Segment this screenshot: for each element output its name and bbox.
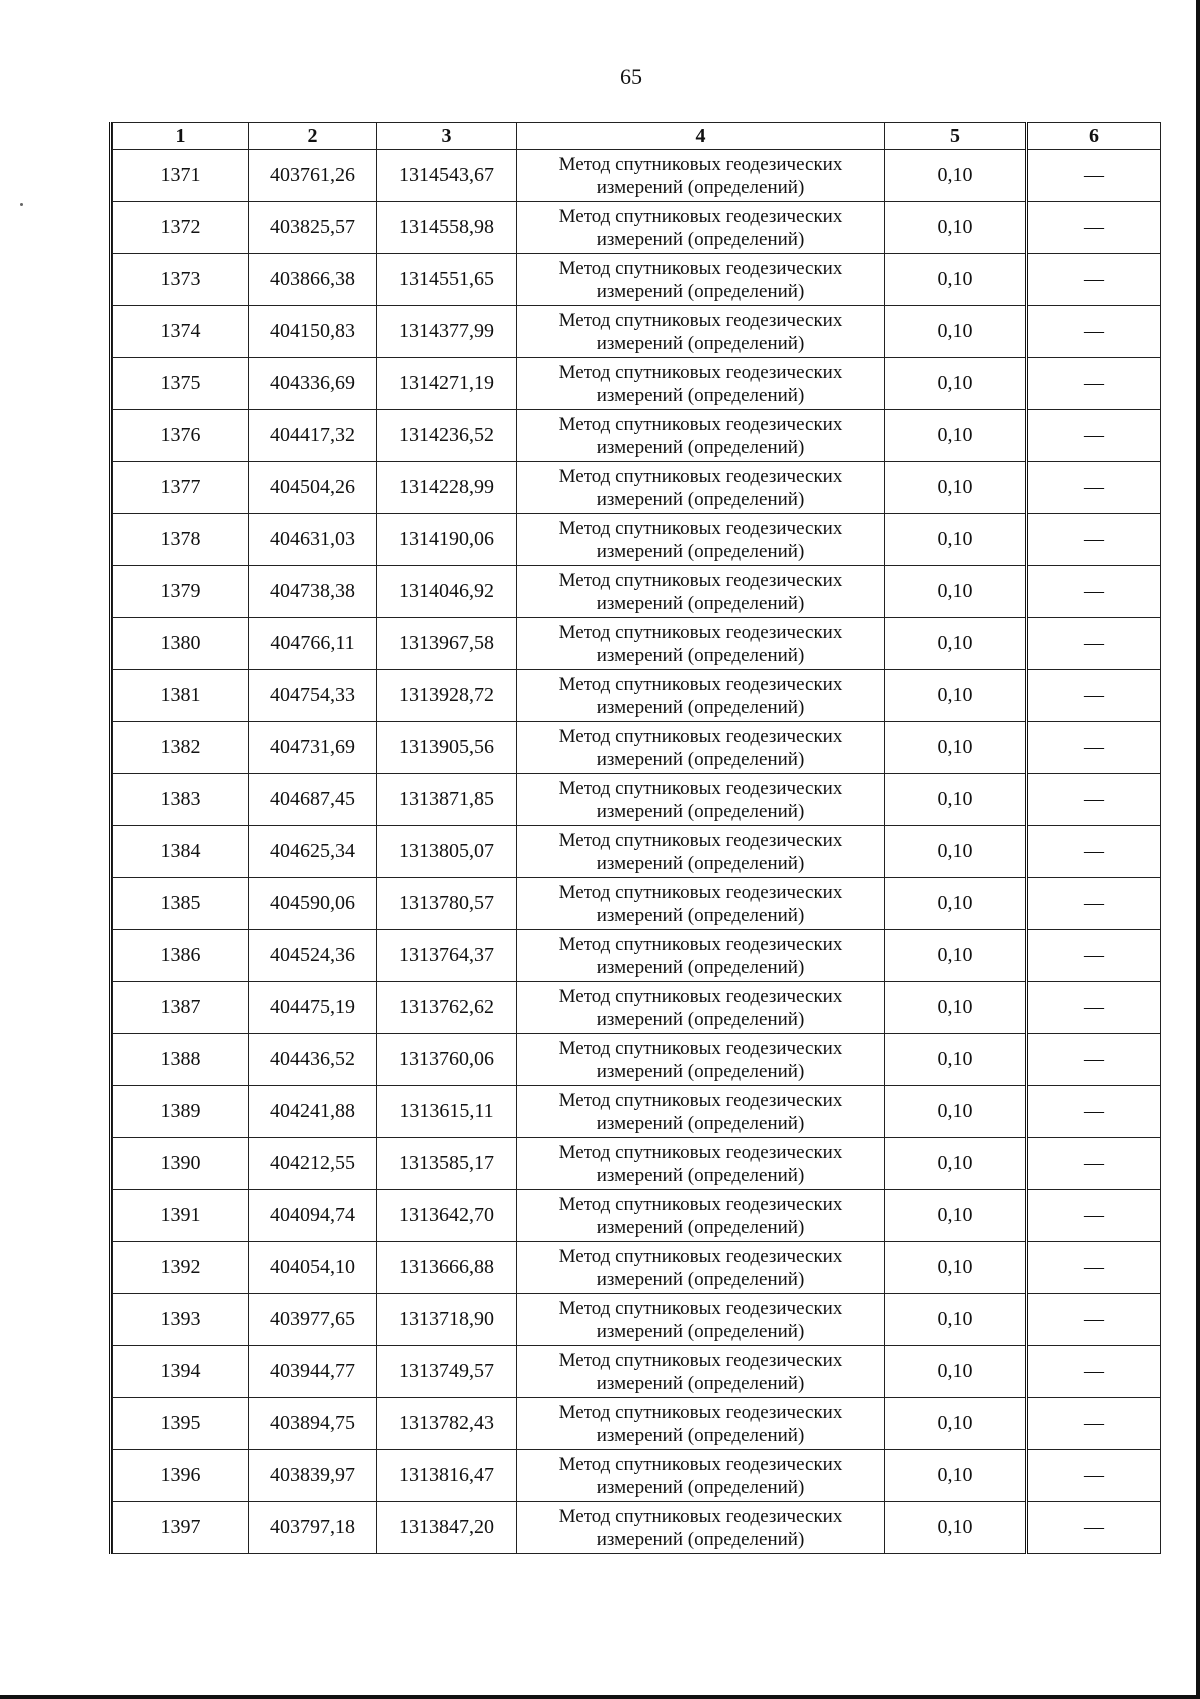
x-coordinate-cell: 403797,18	[249, 1502, 377, 1554]
y-coordinate-cell: 1313816,47	[377, 1450, 517, 1502]
y-coordinate-cell: 1314271,19	[377, 358, 517, 410]
point-number-cell: 1386	[113, 930, 249, 982]
method-cell: Метод спутниковых геодезических измерений (определений)	[517, 358, 885, 410]
table-row	[113, 462, 1161, 514]
y-coordinate-cell: 1314543,67	[377, 150, 517, 202]
table-row	[113, 1034, 1161, 1086]
method-cell: Метод спутниковых геодезических измерений (определений)	[517, 618, 885, 670]
accuracy-cell: 0,10	[885, 826, 1027, 878]
table-row	[113, 878, 1161, 930]
method-cell: Метод спутниковых геодезических измерений (определений)	[517, 1294, 885, 1346]
x-coordinate-cell: 404631,03	[249, 514, 377, 566]
table-row	[113, 1190, 1161, 1242]
y-coordinate-cell: 1314377,99	[377, 306, 517, 358]
accuracy-cell: 0,10	[885, 1034, 1027, 1086]
note-cell: —	[1027, 722, 1161, 774]
note-cell: —	[1027, 1502, 1161, 1554]
x-coordinate-cell: 404504,26	[249, 462, 377, 514]
table-row	[113, 722, 1161, 774]
method-cell: Метод спутниковых геодезических измерений (определений)	[517, 774, 885, 826]
point-number-cell: 1372	[113, 202, 249, 254]
method-cell: Метод спутниковых геодезических измерений (определений)	[517, 982, 885, 1034]
accuracy-cell: 0,10	[885, 150, 1027, 202]
point-number-cell: 1390	[113, 1138, 249, 1190]
header-col-6: 6	[1027, 123, 1161, 150]
point-number-cell: 1395	[113, 1398, 249, 1450]
y-coordinate-cell: 1313718,90	[377, 1294, 517, 1346]
table-row	[113, 1086, 1161, 1138]
note-cell: —	[1027, 1450, 1161, 1502]
note-cell: —	[1027, 358, 1161, 410]
header-col-1: 1	[113, 123, 249, 150]
x-coordinate-cell: 404336,69	[249, 358, 377, 410]
point-number-cell: 1397	[113, 1502, 249, 1554]
y-coordinate-cell: 1313764,37	[377, 930, 517, 982]
method-cell: Метод спутниковых геодезических измерений (определений)	[517, 306, 885, 358]
y-coordinate-cell: 1314046,92	[377, 566, 517, 618]
point-number-cell: 1381	[113, 670, 249, 722]
x-coordinate-cell: 404150,83	[249, 306, 377, 358]
point-number-cell: 1392	[113, 1242, 249, 1294]
note-cell: —	[1027, 1138, 1161, 1190]
accuracy-cell: 0,10	[885, 306, 1027, 358]
point-number-cell: 1379	[113, 566, 249, 618]
point-number-cell: 1391	[113, 1190, 249, 1242]
method-cell: Метод спутниковых геодезических измерений (определений)	[517, 1450, 885, 1502]
y-coordinate-cell: 1313782,43	[377, 1398, 517, 1450]
table-row	[113, 202, 1161, 254]
accuracy-cell: 0,10	[885, 1294, 1027, 1346]
table-row	[113, 1346, 1161, 1398]
method-cell: Метод спутниковых геодезических измерений (определений)	[517, 566, 885, 618]
x-coordinate-cell: 404241,88	[249, 1086, 377, 1138]
y-coordinate-cell: 1314236,52	[377, 410, 517, 462]
note-cell: —	[1027, 514, 1161, 566]
note-cell: —	[1027, 1242, 1161, 1294]
accuracy-cell: 0,10	[885, 774, 1027, 826]
table-row	[113, 566, 1161, 618]
page-edge-bottom	[0, 1695, 1200, 1699]
x-coordinate-cell: 403894,75	[249, 1398, 377, 1450]
x-coordinate-cell: 403839,97	[249, 1450, 377, 1502]
note-cell: —	[1027, 306, 1161, 358]
method-cell: Метод спутниковых геодезических измерений (определений)	[517, 826, 885, 878]
y-coordinate-cell: 1313749,57	[377, 1346, 517, 1398]
page-edge-right	[1196, 0, 1200, 1699]
note-cell: —	[1027, 1034, 1161, 1086]
table-row	[113, 1138, 1161, 1190]
x-coordinate-cell: 404417,32	[249, 410, 377, 462]
table-row	[113, 670, 1161, 722]
table-row	[113, 150, 1161, 202]
table-row	[113, 358, 1161, 410]
table-header-row	[113, 123, 1161, 150]
accuracy-cell: 0,10	[885, 1450, 1027, 1502]
method-cell: Метод спутниковых геодезических измерений (определений)	[517, 878, 885, 930]
table-row	[113, 410, 1161, 462]
x-coordinate-cell: 404687,45	[249, 774, 377, 826]
accuracy-cell: 0,10	[885, 358, 1027, 410]
accuracy-cell: 0,10	[885, 722, 1027, 774]
accuracy-cell: 0,10	[885, 982, 1027, 1034]
method-cell: Метод спутниковых геодезических измерений (определений)	[517, 514, 885, 566]
accuracy-cell: 0,10	[885, 618, 1027, 670]
accuracy-cell: 0,10	[885, 1138, 1027, 1190]
accuracy-cell: 0,10	[885, 462, 1027, 514]
method-cell: Метод спутниковых геодезических измерений (определений)	[517, 722, 885, 774]
y-coordinate-cell: 1314558,98	[377, 202, 517, 254]
method-cell: Метод спутниковых геодезических измерений (определений)	[517, 202, 885, 254]
x-coordinate-cell: 404731,69	[249, 722, 377, 774]
x-coordinate-cell: 403977,65	[249, 1294, 377, 1346]
y-coordinate-cell: 1313871,85	[377, 774, 517, 826]
method-cell: Метод спутниковых геодезических измерений (определений)	[517, 1138, 885, 1190]
note-cell: —	[1027, 1398, 1161, 1450]
x-coordinate-cell: 403761,26	[249, 150, 377, 202]
y-coordinate-cell: 1313666,88	[377, 1242, 517, 1294]
method-cell: Метод спутниковых геодезических измерений (определений)	[517, 1242, 885, 1294]
method-cell: Метод спутниковых геодезических измерений (определений)	[517, 1190, 885, 1242]
x-coordinate-cell: 404436,52	[249, 1034, 377, 1086]
note-cell: —	[1027, 1086, 1161, 1138]
x-coordinate-cell: 404524,36	[249, 930, 377, 982]
accuracy-cell: 0,10	[885, 202, 1027, 254]
accuracy-cell: 0,10	[885, 1346, 1027, 1398]
accuracy-cell: 0,10	[885, 410, 1027, 462]
y-coordinate-cell: 1314228,99	[377, 462, 517, 514]
point-number-cell: 1378	[113, 514, 249, 566]
coordinates-table-frame	[109, 122, 1160, 1554]
note-cell: —	[1027, 670, 1161, 722]
y-coordinate-cell: 1313762,62	[377, 982, 517, 1034]
point-number-cell: 1393	[113, 1294, 249, 1346]
method-cell: Метод спутниковых геодезических измерений (определений)	[517, 462, 885, 514]
table-body	[113, 150, 1161, 1554]
x-coordinate-cell: 404475,19	[249, 982, 377, 1034]
margin-speck	[20, 203, 23, 206]
point-number-cell: 1376	[113, 410, 249, 462]
point-number-cell: 1374	[113, 306, 249, 358]
method-cell: Метод спутниковых геодезических измерений (определений)	[517, 930, 885, 982]
accuracy-cell: 0,10	[885, 1242, 1027, 1294]
note-cell: —	[1027, 150, 1161, 202]
x-coordinate-cell: 403825,57	[249, 202, 377, 254]
y-coordinate-cell: 1313847,20	[377, 1502, 517, 1554]
point-number-cell: 1394	[113, 1346, 249, 1398]
x-coordinate-cell: 404212,55	[249, 1138, 377, 1190]
point-number-cell: 1388	[113, 1034, 249, 1086]
y-coordinate-cell: 1313615,11	[377, 1086, 517, 1138]
point-number-cell: 1375	[113, 358, 249, 410]
x-coordinate-cell: 404754,33	[249, 670, 377, 722]
note-cell: —	[1027, 1190, 1161, 1242]
point-number-cell: 1382	[113, 722, 249, 774]
point-number-cell: 1371	[113, 150, 249, 202]
header-col-2: 2	[249, 123, 377, 150]
method-cell: Метод спутниковых геодезических измерений (определений)	[517, 1086, 885, 1138]
note-cell: —	[1027, 982, 1161, 1034]
header-col-5: 5	[885, 123, 1027, 150]
y-coordinate-cell: 1313805,07	[377, 826, 517, 878]
table-row	[113, 1502, 1161, 1554]
table-row	[113, 306, 1161, 358]
note-cell: —	[1027, 930, 1161, 982]
note-cell: —	[1027, 826, 1161, 878]
method-cell: Метод спутниковых геодезических измерений (определений)	[517, 1398, 885, 1450]
method-cell: Метод спутниковых геодезических измерений (определений)	[517, 254, 885, 306]
accuracy-cell: 0,10	[885, 1190, 1027, 1242]
note-cell: —	[1027, 1294, 1161, 1346]
table-row	[113, 514, 1161, 566]
note-cell: —	[1027, 410, 1161, 462]
y-coordinate-cell: 1313780,57	[377, 878, 517, 930]
method-cell: Метод спутниковых геодезических измерений (определений)	[517, 410, 885, 462]
table-row	[113, 618, 1161, 670]
point-number-cell: 1380	[113, 618, 249, 670]
table-row	[113, 982, 1161, 1034]
y-coordinate-cell: 1314190,06	[377, 514, 517, 566]
method-cell: Метод спутниковых геодезических измерений (определений)	[517, 150, 885, 202]
header-col-4: 4	[517, 123, 885, 150]
y-coordinate-cell: 1313928,72	[377, 670, 517, 722]
method-cell: Метод спутниковых геодезических измерений (определений)	[517, 670, 885, 722]
x-coordinate-cell: 404094,74	[249, 1190, 377, 1242]
accuracy-cell: 0,10	[885, 566, 1027, 618]
y-coordinate-cell: 1313905,56	[377, 722, 517, 774]
table-row	[113, 254, 1161, 306]
note-cell: —	[1027, 202, 1161, 254]
x-coordinate-cell: 404738,38	[249, 566, 377, 618]
table-row	[113, 1294, 1161, 1346]
page-number: 65	[620, 64, 642, 89]
point-number-cell: 1377	[113, 462, 249, 514]
note-cell: —	[1027, 618, 1161, 670]
y-coordinate-cell: 1313642,70	[377, 1190, 517, 1242]
point-number-cell: 1373	[113, 254, 249, 306]
note-cell: —	[1027, 254, 1161, 306]
x-coordinate-cell: 404054,10	[249, 1242, 377, 1294]
accuracy-cell: 0,10	[885, 254, 1027, 306]
point-number-cell: 1387	[113, 982, 249, 1034]
x-coordinate-cell: 403866,38	[249, 254, 377, 306]
x-coordinate-cell: 404625,34	[249, 826, 377, 878]
accuracy-cell: 0,10	[885, 1502, 1027, 1554]
table-row	[113, 930, 1161, 982]
point-number-cell: 1396	[113, 1450, 249, 1502]
table-row	[113, 1450, 1161, 1502]
note-cell: —	[1027, 462, 1161, 514]
method-cell: Метод спутниковых геодезических измерений (определений)	[517, 1502, 885, 1554]
point-number-cell: 1389	[113, 1086, 249, 1138]
method-cell: Метод спутниковых геодезических измерений (определений)	[517, 1346, 885, 1398]
point-number-cell: 1385	[113, 878, 249, 930]
x-coordinate-cell: 404766,11	[249, 618, 377, 670]
point-number-cell: 1383	[113, 774, 249, 826]
accuracy-cell: 0,10	[885, 514, 1027, 566]
header-col-3: 3	[377, 123, 517, 150]
accuracy-cell: 0,10	[885, 1086, 1027, 1138]
accuracy-cell: 0,10	[885, 670, 1027, 722]
table-row	[113, 774, 1161, 826]
method-cell: Метод спутниковых геодезических измерений (определений)	[517, 1034, 885, 1086]
note-cell: —	[1027, 878, 1161, 930]
coordinates-table	[112, 122, 1161, 1554]
note-cell: —	[1027, 774, 1161, 826]
x-coordinate-cell: 404590,06	[249, 878, 377, 930]
accuracy-cell: 0,10	[885, 1398, 1027, 1450]
accuracy-cell: 0,10	[885, 878, 1027, 930]
table-row	[113, 1242, 1161, 1294]
x-coordinate-cell: 403944,77	[249, 1346, 377, 1398]
y-coordinate-cell: 1313760,06	[377, 1034, 517, 1086]
table-row	[113, 826, 1161, 878]
y-coordinate-cell: 1313585,17	[377, 1138, 517, 1190]
y-coordinate-cell: 1314551,65	[377, 254, 517, 306]
note-cell: —	[1027, 566, 1161, 618]
accuracy-cell: 0,10	[885, 930, 1027, 982]
note-cell: —	[1027, 1346, 1161, 1398]
point-number-cell: 1384	[113, 826, 249, 878]
y-coordinate-cell: 1313967,58	[377, 618, 517, 670]
table-row	[113, 1398, 1161, 1450]
